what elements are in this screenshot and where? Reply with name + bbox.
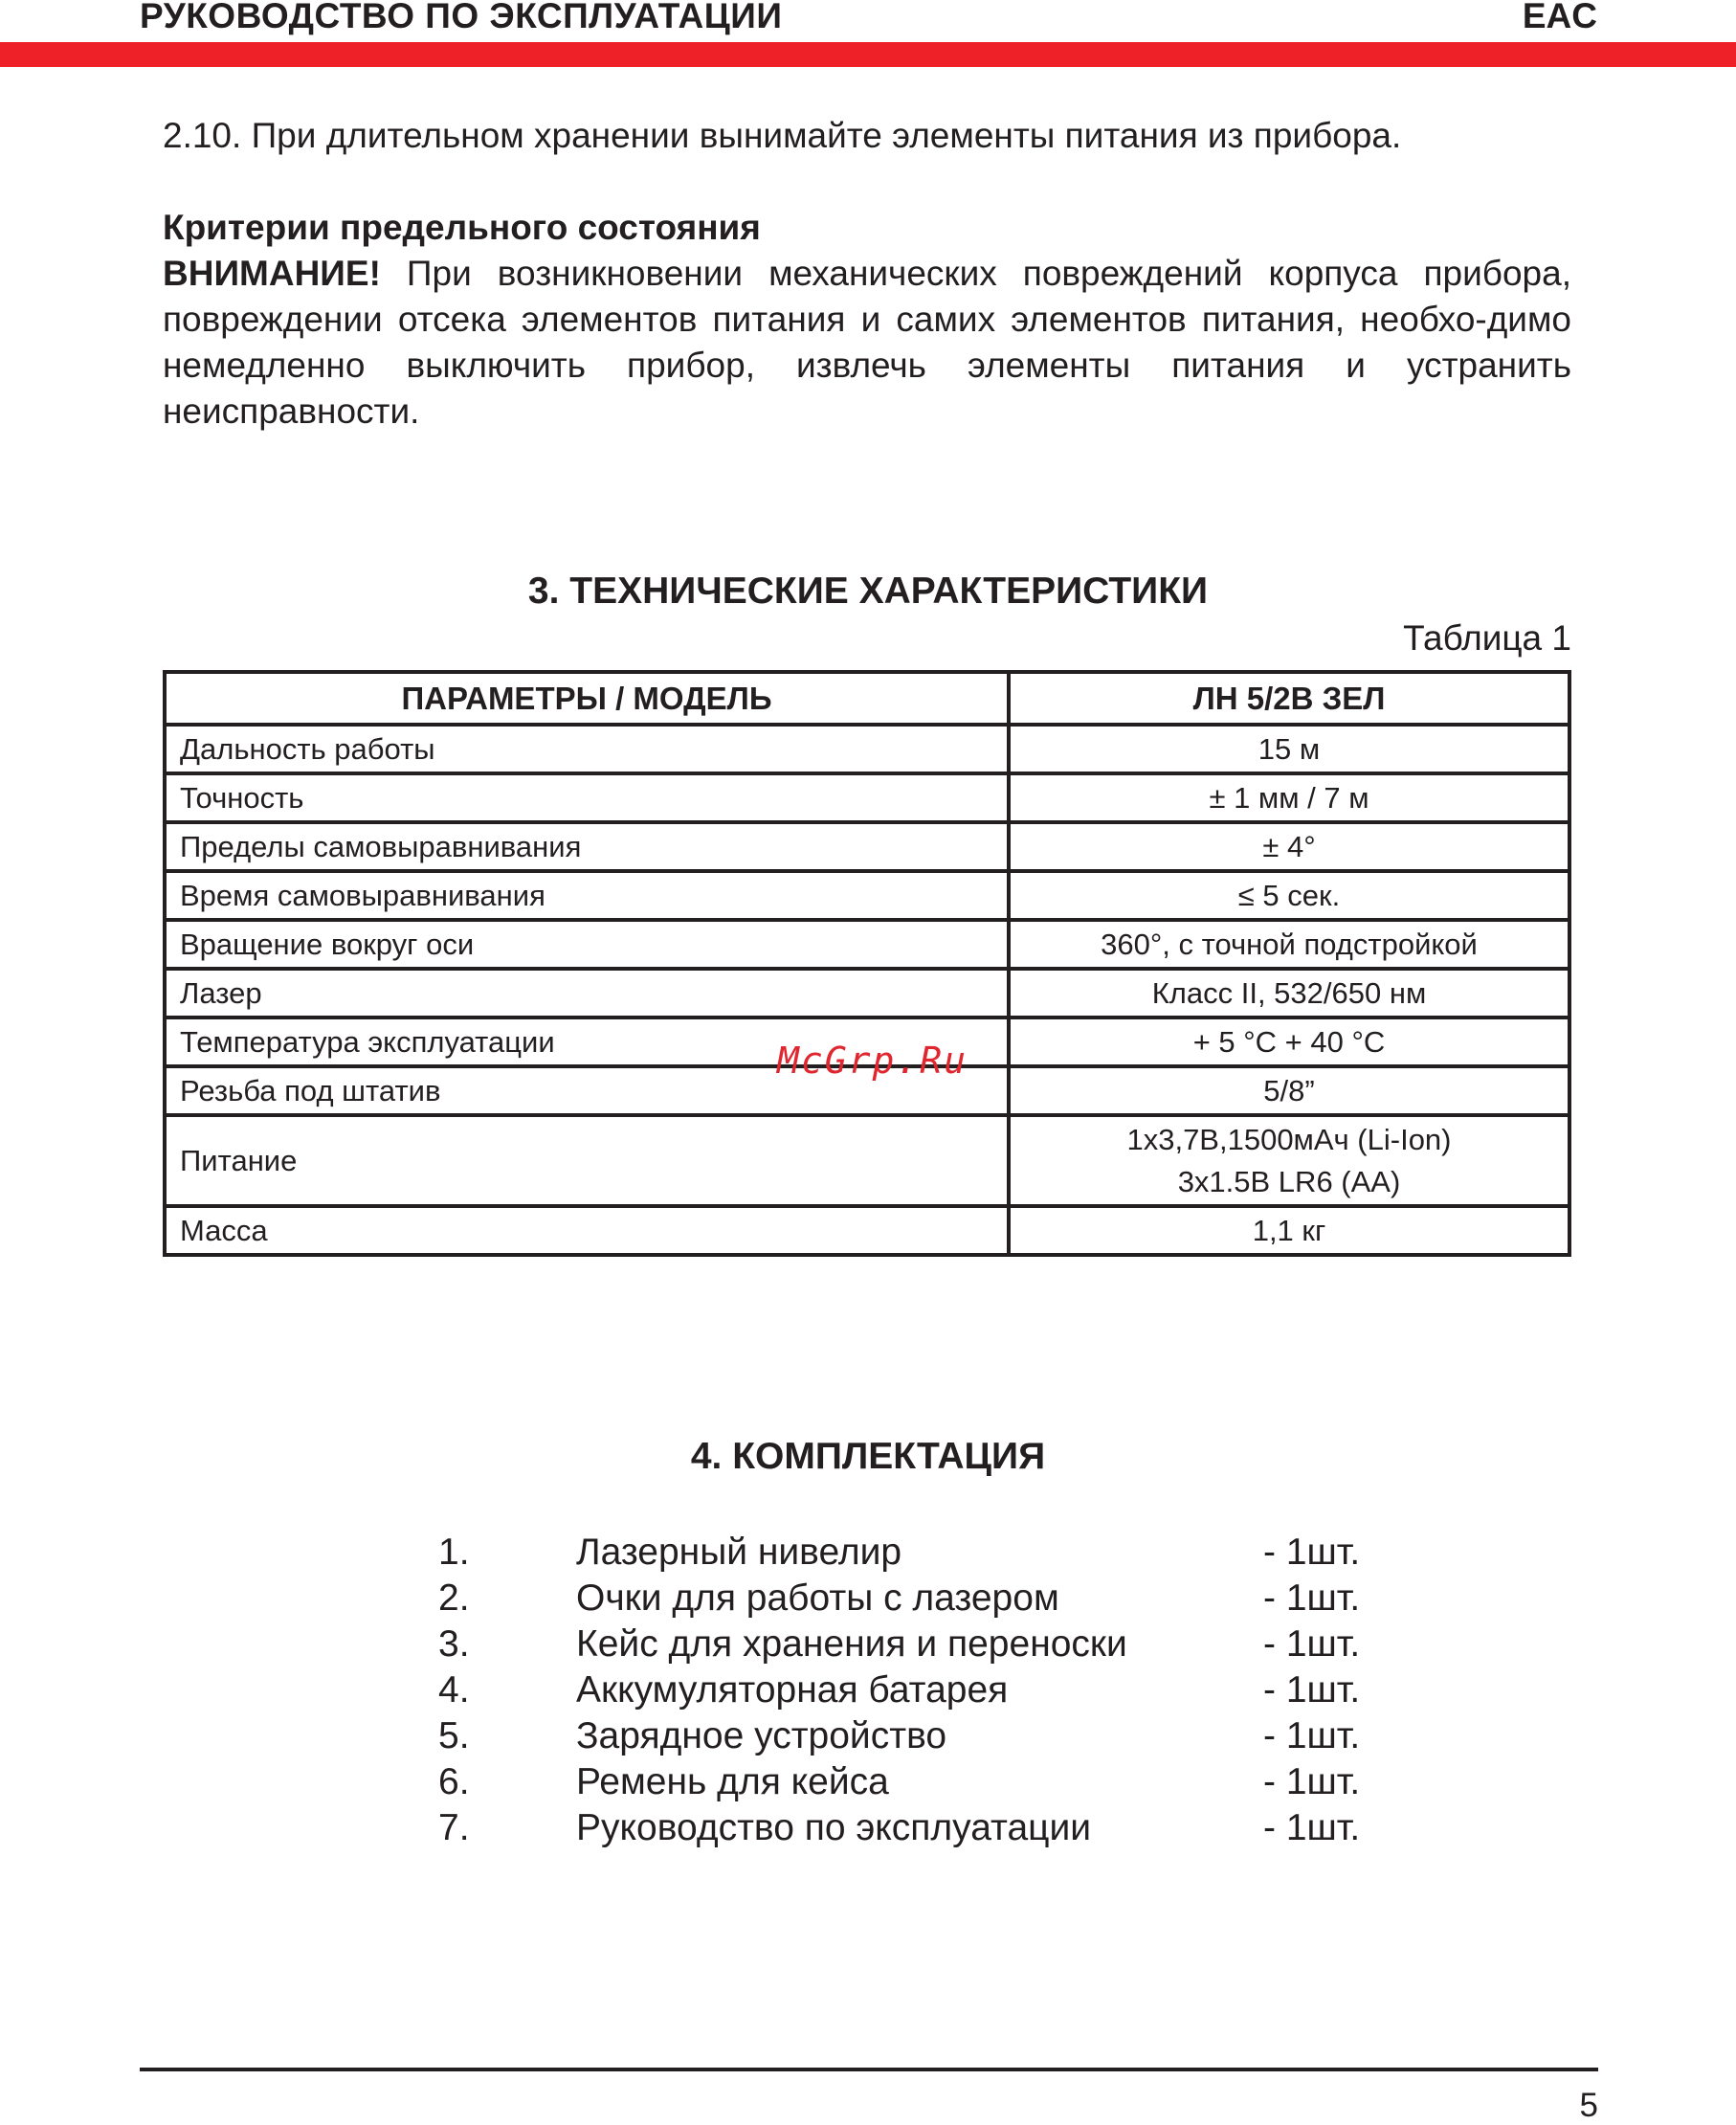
item-name: Зарядное устройство (576, 1715, 947, 1756)
value-cell (1009, 871, 1569, 920)
table-row (165, 773, 1569, 822)
param-cell: Пределы самовыравнивания (165, 822, 1009, 871)
param-cell: Питание (165, 1115, 1009, 1206)
value-line: 360°, с точной подстройкой (1101, 927, 1478, 961)
item-name: Лазерный нивелир (576, 1532, 902, 1573)
value-cell (1009, 1206, 1569, 1255)
item-number: 5. (438, 1715, 470, 1756)
kit-list (0, 1530, 1736, 1851)
param-cell: Время самовыравнивания (165, 871, 1009, 920)
specs-table (163, 670, 1571, 1257)
table-header-row (165, 672, 1569, 725)
tech-section-title: 3. ТЕХНИЧЕСКИЕ ХАРАКТЕРИСТИКИ (527, 570, 1209, 612)
value-line: 3х1.5В LR6 (AA) (1177, 1164, 1401, 1198)
value-cell (1009, 1066, 1569, 1115)
param-cell: Резьба под штатив (165, 1066, 1009, 1115)
value-cell (1009, 773, 1569, 822)
item-quantity: - 1шт. (1263, 1715, 1361, 1756)
item-name: Руководство по эксплуатации (576, 1807, 1092, 1848)
footer-divider (140, 2068, 1598, 2071)
item-name: Кейс для хранения и переноски (576, 1623, 1127, 1665)
table-row (165, 871, 1569, 920)
value-line: 1х3,7В,1500мАч (Li-Ion) (1126, 1122, 1452, 1156)
warning-label: ВНИМАНИЕ! (163, 254, 381, 293)
watermark: McGrp.Ru (777, 1040, 968, 1082)
item-number: 7. (438, 1807, 470, 1848)
list-item (0, 1667, 1736, 1713)
item-name: Ремень для кейса (576, 1761, 889, 1802)
table-row (165, 969, 1569, 1018)
param-cell: Вращение вокруг оси (165, 920, 1009, 969)
value-cell (1009, 822, 1569, 871)
kit-section-title: 4. КОМПЛЕКТАЦИЯ (690, 1436, 1046, 1477)
list-item (0, 1759, 1736, 1805)
table-row (165, 822, 1569, 871)
list-item (0, 1713, 1736, 1759)
header-model: ЛН 5/2В ЗЕЛ (1009, 672, 1569, 725)
item-number: 2. (438, 1577, 470, 1619)
value-line: Класс II, 532/650 нм (1151, 975, 1427, 1010)
value-cell (1009, 920, 1569, 969)
value-line: ≤ 5 сек. (1237, 878, 1341, 912)
storage-note: 2.10. При длительном хранении вынимайте элементы питания из прибора. (163, 116, 1402, 155)
item-quantity: - 1шт. (1263, 1623, 1361, 1665)
value-line: ± 4° (1262, 829, 1316, 863)
value-line: 5/8” (1263, 1073, 1315, 1107)
param-cell: Точность (165, 773, 1009, 822)
item-name: Очки для работы с лазером (576, 1577, 1059, 1619)
param-cell: Дальность работы (165, 725, 1009, 773)
value-cell (1009, 725, 1569, 773)
page-number: 5 (1579, 2087, 1598, 2124)
table-row (165, 725, 1569, 773)
item-quantity: - 1шт. (1263, 1807, 1361, 1848)
table-row (165, 1206, 1569, 1255)
warning-text: При возникновении механических повреждений корпуса прибора, повреждении отсека элементов питания и самих элементов питания, необхо-димо немедленно выключить прибор, извлечь элементы питания и устранить неисправности. (163, 254, 1571, 431)
header-title: РУКОВОДСТВО ПО ЭКСПЛУАТАЦИИ (140, 0, 783, 35)
list-item (0, 1530, 1736, 1576)
item-number: 1. (438, 1532, 470, 1573)
item-quantity: - 1шт. (1263, 1577, 1361, 1619)
value-line: ± 1 мм / 7 м (1209, 780, 1369, 815)
value-line: 15 м (1257, 731, 1321, 766)
criteria-heading: Критерии предельного состояния (163, 208, 761, 247)
value-cell (1009, 1018, 1569, 1066)
criteria-warning (163, 251, 1571, 435)
item-name: Аккумуляторная батарея (576, 1669, 1009, 1711)
list-item (0, 1622, 1736, 1667)
item-quantity: - 1шт. (1263, 1761, 1361, 1802)
param-cell: Масса (165, 1206, 1009, 1255)
item-number: 3. (438, 1623, 470, 1665)
table-caption: Таблица 1 (1403, 618, 1571, 658)
list-item (0, 1805, 1736, 1851)
header-red-bar (0, 42, 1736, 67)
list-item (0, 1576, 1736, 1622)
value-cell (1009, 969, 1569, 1018)
item-quantity: - 1шт. (1263, 1669, 1361, 1711)
item-number: 4. (438, 1669, 470, 1711)
value-line: 1,1 кг (1252, 1213, 1326, 1247)
item-number: 6. (438, 1761, 470, 1802)
param-cell: Лазер (165, 969, 1009, 1018)
value-line: + 5 °С + 40 °С (1192, 1024, 1386, 1059)
item-quantity: - 1шт. (1263, 1532, 1361, 1573)
eac-mark: EAC (1522, 0, 1597, 35)
header-param: ПАРАМЕТРЫ / МОДЕЛЬ (165, 672, 1009, 725)
table-row (165, 1115, 1569, 1206)
table-row (165, 920, 1569, 969)
value-cell (1009, 1115, 1569, 1206)
param-cell: Температура эксплуатации (165, 1018, 1009, 1066)
